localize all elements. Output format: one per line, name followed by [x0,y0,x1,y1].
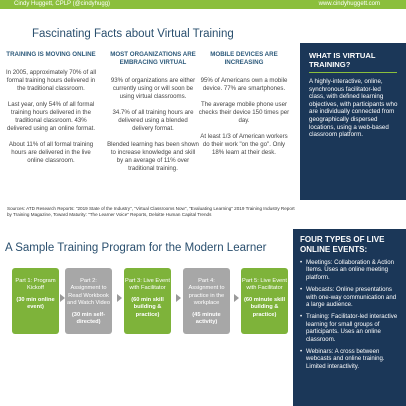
live-online-events-box [293,229,406,406]
list-item: • Meetings: Collaboration & Action Items. Uses an online meeting platform. [300,259,400,281]
fact-paragraph: 93% of organizations are either currently using or will soon be using virtual classrooms. [110,76,196,100]
fact-paragraph: Last year, only 54% of all formal training hours delivered in the traditional classroom. 43% delivered using an online format. [6,100,96,132]
fact-paragraph: About 11% of all formal training hours are delivered in the live online classroom. [8,140,94,164]
program-title: A Sample Training Program for the Modern Learner [5,242,267,254]
sources-note: Sources: ATD Research Reports: "2019 State of the Industry", "Virtual Classrooms Now", "Evaluating Learning" 2019 Training Industry Report by Training Magazine, Toward Maturity: "The Learner Voice" Reports, Deloitte Human Capital Trends [7,206,295,217]
fact-paragraph: 95% of Americans own a mobile device. 77% are smartphones. [200,76,288,92]
arrow-right-icon [117,294,122,302]
program-step-2 [65,268,112,334]
box-title: WHAT IS VIRTUAL TRAINING? [309,51,376,69]
arrow-right-icon [234,294,239,302]
facts-column-mobile [198,51,290,165]
step-detail: (45 minute activity) [192,311,221,326]
what-is-virtual-training-box [300,43,406,200]
step-detail: (30 min online event) [16,296,55,311]
list-item: • Webinars: A cross between webcasts and online training. Limited interactivity. [300,348,400,370]
step-label: Part 2: Assignment to Read Workbook and Watch Video [67,278,110,307]
step-label: Part 5: Live Event with Facilitator [242,278,287,292]
step-label: Part 3: Live Event with Facilitator [125,278,170,292]
facts-column-online [5,51,97,173]
arrow-right-icon [176,294,181,302]
divider [309,72,397,73]
program-step-3 [124,268,171,334]
definition-text: A highly-interactive, online, synchronous facilitator-led class, with defined learning objectives, with participants who are individually connected from geographically dispersed locations, using a web-based classroom platform. [309,78,398,139]
step-label: Part 1: Program Kickoff [15,278,56,292]
step-label: Part 4: Assignment to practice in the workplace [188,278,225,307]
program-step-1 [12,268,59,334]
step-detail: (30 min self-directed) [71,311,106,326]
fact-paragraph: In 2005, approximately 70% of all formal training hours delivered in the traditional classroom. [5,68,97,92]
program-step-4 [183,268,230,334]
list-item: • Webcasts: Online presentations with one-way communication and a large audience. [300,286,400,308]
website-link[interactable]: www.cindyhuggett.com [318,1,380,7]
column-heading: MOBILE DEVICES ARE INCREASING [210,51,278,66]
step-detail: (60 minute skill building & practice) [243,296,286,318]
box-title: FOUR TYPES OF LIVE ONLINE EVENTS: [300,235,385,254]
list-item: • Training: Facilitator-led interactive learning for small groups of participants. Uses an online classroom. [300,313,400,343]
facts-title: Fascinating Facts about Virtual Training [32,28,234,40]
events-list [300,259,400,370]
step-detail: (60 min skill building & practice) [131,296,164,318]
facts-column-organizations [107,51,199,181]
fact-paragraph: 34.7% of all training hours are delivered using a blended delivery format. [112,108,194,132]
fact-paragraph: The average mobile phone user checks their device 150 times per day. [198,100,290,124]
fact-paragraph: At least 1/3 of American workers do their work "on the go". Only 18% learn at their desk. [200,132,288,156]
column-heading: MOST ORGANIZATIONS ARE EMBRACING VIRTUAL [110,51,196,66]
header-bar [0,0,406,9]
column-heading: TRAINING IS MOVING ONLINE [6,51,96,58]
fact-paragraph: Blended learning has been shown to increase knowledge and skill by an average of 11% over traditional training. [107,140,199,172]
author-credit: Cindy Huggett, CPLP (@cindyhugg) [14,1,111,7]
program-step-5 [241,268,288,334]
